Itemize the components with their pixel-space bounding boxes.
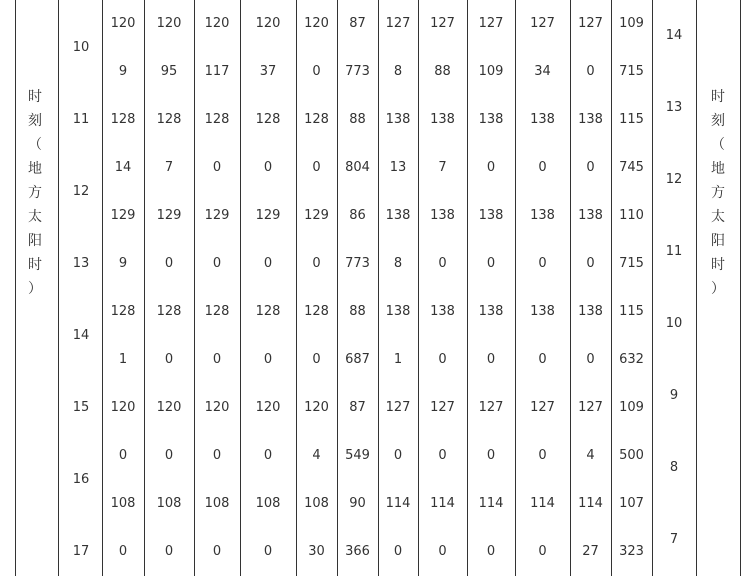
hour-label: 16 (72, 472, 90, 487)
table-cell: 7 (438, 160, 447, 175)
table-cell: 0 (538, 256, 547, 271)
hour-label: 10 (665, 316, 683, 331)
table-cell: 88 (349, 112, 366, 127)
table-cell: 8 (393, 256, 403, 271)
table-cell: 0 (438, 448, 447, 463)
table-cell: 0 (263, 256, 273, 271)
table-cell: 115 (619, 112, 644, 127)
table-cell: 108 (156, 496, 182, 511)
table-cell: 129 (304, 208, 329, 223)
table-cell: 773 (345, 64, 370, 79)
label-char: 太 (711, 209, 725, 225)
table-cell: 0 (486, 448, 496, 463)
table-cell: 0 (586, 352, 595, 367)
table-cell: 138 (385, 208, 411, 223)
table-cell: 773 (345, 256, 370, 271)
table-cell: 128 (204, 304, 230, 319)
table-cell: 127 (385, 400, 411, 415)
table-cell: 0 (212, 448, 222, 463)
table-cell: 1 (393, 352, 403, 367)
table-cell: 0 (312, 256, 321, 271)
table-cell: 87 (349, 16, 366, 31)
table-cell: 128 (255, 112, 281, 127)
table-cell: 129 (204, 208, 230, 223)
label-char: 阳 (28, 233, 42, 249)
table-cell: 128 (156, 304, 182, 319)
table-cell: 138 (385, 112, 411, 127)
table-cell: 0 (486, 160, 496, 175)
grid-line (144, 0, 145, 576)
hour-label: 12 (665, 172, 683, 187)
table-cell: 127 (385, 16, 411, 31)
label-char: ） (711, 281, 725, 297)
hour-label: 11 (665, 244, 683, 259)
table-cell: 109 (619, 16, 644, 31)
label-char: ） (28, 281, 42, 297)
table-cell: 138 (385, 304, 411, 319)
grid-line (296, 0, 297, 576)
table-cell: 128 (110, 112, 136, 127)
table-cell: 128 (255, 304, 281, 319)
grid-line (515, 0, 516, 576)
table-cell: 0 (212, 160, 222, 175)
table-cell: 127 (430, 16, 455, 31)
hour-label: 14 (665, 28, 683, 43)
grid-line (611, 0, 612, 576)
table-cell: 138 (478, 208, 504, 223)
table-cell: 0 (118, 448, 128, 463)
table-cell: 366 (345, 544, 370, 559)
table-cell: 114 (385, 496, 411, 511)
table-cell: 0 (486, 544, 496, 559)
table-cell: 95 (160, 64, 178, 79)
table-cell: 0 (263, 448, 273, 463)
table-cell: 128 (204, 112, 230, 127)
grid-line (102, 0, 103, 576)
table-cell: 0 (312, 160, 321, 175)
table-cell: 0 (312, 352, 321, 367)
table-cell: 0 (538, 544, 547, 559)
table-cell: 138 (478, 304, 504, 319)
table-cell: 0 (312, 64, 321, 79)
table-cell: 4 (312, 448, 321, 463)
hour-label: 12 (72, 184, 90, 199)
table-cell: 4 (586, 448, 595, 463)
table-cell: 8 (393, 64, 403, 79)
table-cell: 745 (619, 160, 644, 175)
table-cell: 0 (263, 352, 273, 367)
label-char: 时 (711, 89, 725, 105)
grid-line (467, 0, 468, 576)
table-cell: 108 (304, 496, 329, 511)
hour-label: 9 (669, 388, 679, 403)
table-cell: 138 (430, 304, 455, 319)
table-cell: 127 (478, 16, 504, 31)
table-cell: 0 (212, 544, 222, 559)
table-cell: 0 (164, 448, 174, 463)
table-cell: 128 (304, 112, 329, 127)
label-char: 方 (28, 185, 42, 201)
table-cell: 0 (486, 256, 496, 271)
label-char: 刻 (28, 113, 42, 129)
table-cell: 128 (304, 304, 329, 319)
table-cell: 7 (164, 160, 174, 175)
table-cell: 120 (304, 400, 329, 415)
table-cell: 0 (164, 352, 174, 367)
table-cell: 114 (430, 496, 455, 511)
table-cell: 549 (345, 448, 370, 463)
table-cell: 107 (619, 496, 644, 511)
table-cell: 0 (118, 544, 128, 559)
table-cell: 0 (586, 160, 595, 175)
table-cell: 127 (430, 400, 455, 415)
table-cell: 0 (393, 544, 403, 559)
table-cell: 120 (304, 16, 329, 31)
table-cell: 0 (538, 352, 547, 367)
table-cell: 88 (434, 64, 451, 79)
table-cell: 129 (110, 208, 136, 223)
table-cell: 804 (345, 160, 370, 175)
table-cell: 138 (478, 112, 504, 127)
table-cell: 0 (486, 352, 496, 367)
table-cell: 138 (578, 112, 603, 127)
table-cell: 114 (578, 496, 603, 511)
label-char: 时 (711, 257, 725, 273)
table-cell: 138 (530, 304, 555, 319)
table-cell: 0 (438, 352, 447, 367)
hour-label: 10 (72, 40, 90, 55)
table-cell: 120 (204, 16, 230, 31)
table-cell: 128 (156, 112, 182, 127)
table-cell: 715 (619, 256, 644, 271)
label-char: 刻 (711, 113, 725, 129)
table-cell: 120 (255, 16, 281, 31)
table-cell: 138 (530, 112, 555, 127)
table-cell: 13 (389, 160, 407, 175)
table-cell: 127 (530, 400, 555, 415)
label-char: 时 (28, 89, 42, 105)
table-cell: 1 (118, 352, 128, 367)
table-cell: 0 (586, 64, 595, 79)
hour-label: 15 (72, 400, 90, 415)
table-cell: 0 (164, 256, 174, 271)
hour-label: 13 (72, 256, 90, 271)
table-cell: 9 (118, 256, 128, 271)
table-cell: 0 (438, 256, 447, 271)
grid-line (337, 0, 338, 576)
hour-label: 8 (669, 460, 679, 475)
label-char: 地 (28, 161, 42, 177)
table-cell: 120 (156, 400, 182, 415)
grid-line (15, 0, 16, 576)
hour-label: 14 (72, 328, 90, 343)
grid-line (58, 0, 59, 576)
grid-line (652, 0, 653, 576)
table-cell: 0 (438, 544, 447, 559)
table-cell: 138 (578, 208, 603, 223)
table-cell: 9 (118, 64, 128, 79)
hour-label: 17 (72, 544, 90, 559)
grid-line (696, 0, 697, 576)
table-cell: 127 (478, 400, 504, 415)
table-cell: 120 (156, 16, 182, 31)
left-time-label (25, 85, 45, 301)
table-cell: 37 (259, 64, 277, 79)
label-char: 方 (711, 185, 725, 201)
table-cell: 108 (255, 496, 281, 511)
table-cell: 30 (308, 544, 325, 559)
table-cell: 129 (255, 208, 281, 223)
table-cell: 108 (110, 496, 136, 511)
label-char: （ (711, 137, 725, 153)
table-cell: 109 (478, 64, 504, 79)
table-cell: 127 (578, 400, 603, 415)
table-cell: 0 (212, 352, 222, 367)
table-cell: 138 (578, 304, 603, 319)
table-cell: 138 (530, 208, 555, 223)
table-cell: 109 (619, 400, 644, 415)
table-cell: 0 (164, 544, 174, 559)
table-cell: 90 (349, 496, 366, 511)
table-cell: 500 (619, 448, 644, 463)
table-cell: 120 (110, 16, 136, 31)
table-cell: 114 (478, 496, 504, 511)
table-cell: 88 (349, 304, 366, 319)
table-cell: 114 (530, 496, 555, 511)
table-cell: 0 (263, 544, 273, 559)
grid-line (240, 0, 241, 576)
hour-label: 11 (72, 112, 90, 127)
table-cell: 110 (619, 208, 644, 223)
label-char: 太 (28, 209, 42, 225)
table-cell: 138 (430, 208, 455, 223)
table-cell: 715 (619, 64, 644, 79)
table-cell: 128 (110, 304, 136, 319)
label-char: （ (28, 137, 42, 153)
table-cell: 0 (263, 160, 273, 175)
table-cell: 87 (349, 400, 366, 415)
table-cell: 632 (619, 352, 644, 367)
hour-label: 13 (665, 100, 683, 115)
table-cell: 127 (578, 16, 603, 31)
label-char: 阳 (711, 233, 725, 249)
table-cell: 120 (255, 400, 281, 415)
table-cell: 120 (204, 400, 230, 415)
grid-line (194, 0, 195, 576)
grid-line (570, 0, 571, 576)
table-cell: 129 (156, 208, 182, 223)
table-cell: 0 (212, 256, 222, 271)
label-char: 地 (711, 161, 725, 177)
table-cell: 0 (393, 448, 403, 463)
table-cell: 0 (538, 160, 547, 175)
table-cell: 34 (534, 64, 551, 79)
table-cell: 120 (110, 400, 136, 415)
table-cell: 323 (619, 544, 644, 559)
table-cell: 0 (538, 448, 547, 463)
right-time-label (708, 85, 728, 301)
grid-line (378, 0, 379, 576)
table-cell: 687 (345, 352, 370, 367)
table-cell: 127 (530, 16, 555, 31)
label-char: 时 (28, 257, 42, 273)
table-cell: 115 (619, 304, 644, 319)
grid-line (740, 0, 741, 576)
table-cell: 14 (114, 160, 132, 175)
grid-line (418, 0, 419, 576)
table-cell: 138 (430, 112, 455, 127)
table-cell: 27 (582, 544, 599, 559)
hour-label: 7 (669, 532, 679, 547)
table-cell: 0 (586, 256, 595, 271)
table-cell: 108 (204, 496, 230, 511)
table-cell: 117 (204, 64, 230, 79)
table-cell: 86 (349, 208, 366, 223)
